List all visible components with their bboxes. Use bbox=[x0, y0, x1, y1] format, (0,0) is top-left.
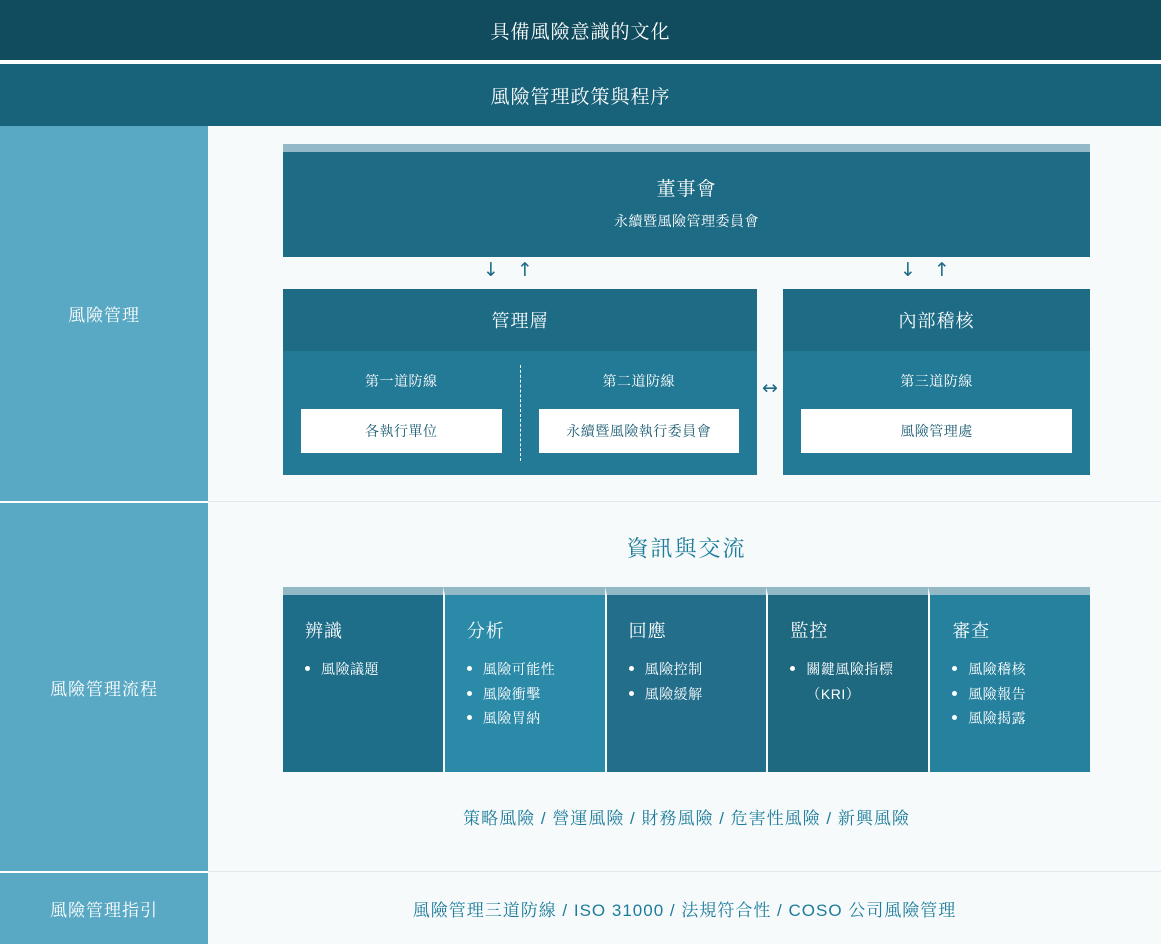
defense-line-1-title: 第一道防線 bbox=[365, 373, 438, 389]
arrows-down-up-icon-right: ↓ ↑ bbox=[900, 259, 956, 281]
defense-line-1-unit: 各執行單位 bbox=[301, 409, 502, 453]
process-card-monitor bbox=[766, 587, 928, 772]
section-label-guidance-text: 風險管理指引 bbox=[50, 901, 158, 920]
process-card-identify-title: 辨識 bbox=[305, 621, 343, 641]
list-item: 風險稽核 bbox=[952, 657, 1074, 682]
management-defense-lines bbox=[283, 351, 757, 475]
process-cards bbox=[283, 587, 1090, 772]
section-guidance bbox=[0, 871, 1161, 944]
process-card-review-list bbox=[952, 657, 1074, 731]
list-item: 風險報告 bbox=[952, 682, 1074, 707]
defense-line-3-title: 第三道防線 bbox=[900, 373, 973, 389]
governance-arrows-row bbox=[283, 257, 1090, 289]
defense-line-3 bbox=[783, 351, 1090, 475]
process-card-identify-list bbox=[305, 657, 427, 682]
process-card-monitor-title: 監控 bbox=[790, 621, 829, 641]
process-title: 資訊與交流 bbox=[626, 536, 747, 561]
list-item: 風險衝擊 bbox=[467, 682, 589, 707]
internal-audit-block bbox=[783, 289, 1090, 475]
list-item: 風險控制 bbox=[629, 657, 751, 682]
defense-line-2-title: 第二道防線 bbox=[602, 373, 675, 389]
process-card-respond bbox=[605, 587, 767, 772]
section-label-governance bbox=[0, 126, 208, 501]
list-item: 風險可能性 bbox=[467, 657, 589, 682]
process-card-review-title: 審查 bbox=[952, 621, 991, 641]
board-of-directors-card bbox=[283, 144, 1090, 257]
section-label-guidance bbox=[0, 871, 208, 944]
defense-line-2 bbox=[521, 351, 758, 475]
process-card-review bbox=[928, 587, 1090, 772]
board-title: 董事會 bbox=[656, 179, 717, 200]
guidance-text: 風險管理三道防線 / ISO 31000 / 法規符合性 / COSO 公司風險管理 bbox=[412, 900, 957, 920]
process-card-analyze-list bbox=[467, 657, 589, 731]
risk-types-text: 策略風險 / 營運風險 / 財務風險 / 危害性風險 / 新興風險 bbox=[463, 809, 910, 828]
defense-line-2-unit: 永續暨風險執行委員會 bbox=[539, 409, 740, 453]
internal-audit-defense-lines bbox=[783, 351, 1090, 475]
guidance-content bbox=[208, 871, 1161, 944]
management-block bbox=[283, 289, 757, 475]
list-item: 風險揭露 bbox=[952, 706, 1074, 731]
board-subtitle: 永續暨風險管理委員會 bbox=[614, 213, 759, 229]
banner-risk-culture bbox=[0, 0, 1161, 60]
arrows-down-up-icon-left: ↓ ↑ bbox=[483, 259, 539, 281]
process-card-respond-list bbox=[629, 657, 751, 706]
governance-lower-blocks bbox=[283, 289, 1090, 475]
list-item: 風險緩解 bbox=[629, 682, 751, 707]
governance-content bbox=[208, 126, 1161, 501]
banner-risk-policy-label: 風險管理政策與程序 bbox=[490, 86, 671, 108]
process-content bbox=[208, 501, 1161, 871]
arrow-horizontal-icon: ↔ bbox=[762, 377, 778, 399]
defense-line-3-unit: 風險管理處 bbox=[801, 409, 1072, 453]
list-item: 風險議題 bbox=[305, 657, 427, 682]
banner-risk-culture-label: 具備風險意識的文化 bbox=[490, 21, 671, 43]
management-header: 管理層 bbox=[283, 289, 757, 351]
process-card-analyze bbox=[443, 587, 605, 772]
banner-risk-policy bbox=[0, 64, 1161, 126]
list-item: 關鍵風險指標（KRI） bbox=[790, 657, 912, 706]
process-card-analyze-title: 分析 bbox=[466, 621, 505, 641]
section-label-governance-text: 風險管理 bbox=[68, 306, 140, 325]
process-card-respond-title: 回應 bbox=[628, 621, 667, 641]
section-label-process bbox=[0, 501, 208, 871]
process-card-monitor-list bbox=[790, 657, 912, 706]
process-card-identify bbox=[283, 587, 443, 772]
list-item: 風險胃納 bbox=[467, 706, 589, 731]
defense-line-1 bbox=[283, 351, 520, 475]
section-governance bbox=[0, 126, 1161, 501]
section-label-process-text: 風險管理流程 bbox=[50, 679, 158, 699]
section-process bbox=[0, 501, 1161, 871]
internal-audit-header: 內部稽核 bbox=[783, 289, 1090, 351]
